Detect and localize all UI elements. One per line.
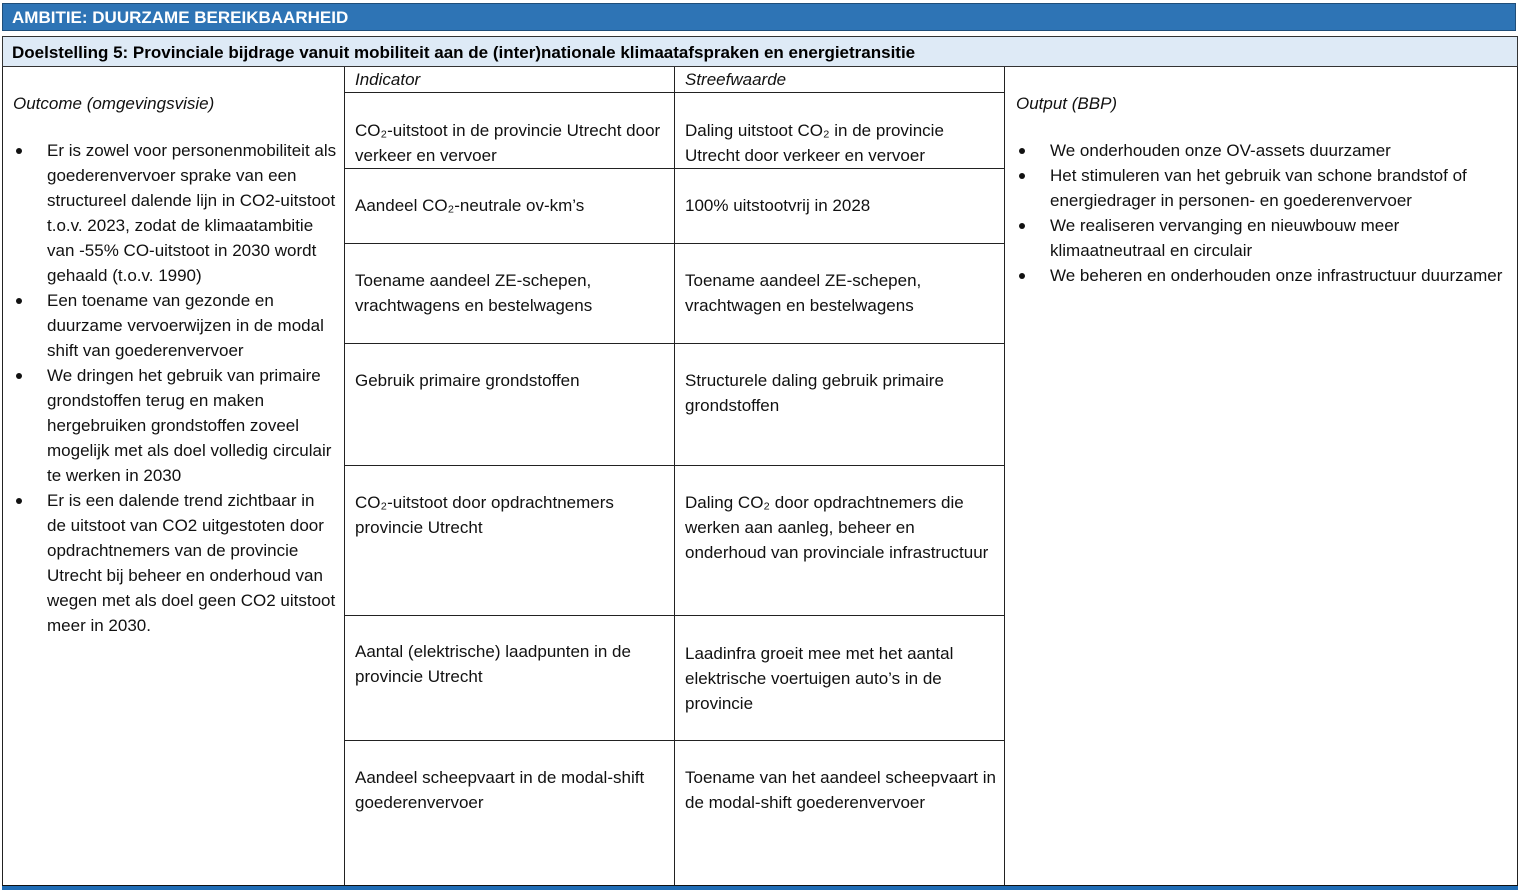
- streefwaarde-cell: Structurele daling gebruik primaire grondstoffen: [674, 343, 1004, 465]
- outcome-title: Outcome (omgevingsvisie): [13, 94, 215, 113]
- table-row: [344, 168, 1004, 244]
- table-row: [344, 343, 1004, 466]
- indicator-cell: CO₂-uitstoot in de provincie Utrecht door verkeer en vervoer: [344, 93, 674, 168]
- output-title: Output (BBP): [1016, 94, 1118, 113]
- bottom-border: [2, 885, 1518, 890]
- streefwaarde-cell: Toename van het aandeel scheepvaart in de modal-shift goederenvervoer: [674, 740, 1004, 886]
- indicator-cell: Gebruik primaire grondstoffen: [344, 343, 674, 465]
- indicator-cell: Aantal (elektrische) laadpunten in de provincie Utrecht: [344, 615, 674, 740]
- table-row: [344, 615, 1004, 741]
- indicator-header: Indicator: [344, 67, 674, 93]
- table-row: [344, 243, 1004, 344]
- list-item: Het stimuleren van het gebruik van schone brandstof of energiedrager in personen- en goederenvervoer: [1016, 163, 1509, 213]
- indicator-cell: Aandeel CO₂-neutrale ov-km’s: [344, 168, 674, 243]
- list-item: Een toename van gezonde en duurzame vervoerwijzen in de modal shift van goederenvervoer: [13, 288, 337, 363]
- indicator-cell: Toename aandeel ZE-schepen, vrachtwagens en bestelwagens: [344, 243, 674, 343]
- indicator-cell: Aandeel scheepvaart in de modal-shift goederenvervoer: [344, 740, 674, 886]
- table-row: [344, 740, 1004, 886]
- streefwaarde-cell: Laadinfra groeit mee met het aantal elektrische voertuigen auto’s in de provincie: [674, 615, 1004, 740]
- ambitie-header: AMBITIE: DUURZAME BEREIKBAARHEID: [2, 3, 1516, 31]
- streefwaarde-cell: Toename aandeel ZE-schepen, vrachtwagen en bestelwagens: [674, 243, 1004, 343]
- list-item: We onderhouden onze OV-assets duurzamer: [1016, 138, 1509, 163]
- doelstelling-header: Doelstelling 5: Provinciale bijdrage vanuit mobiliteit aan de (inter)nationale klimaatafspraken en energietransitie: [2, 36, 1518, 67]
- streefwaarde-cell: 100% uitstootvrij in 2028: [674, 168, 1004, 243]
- list-item: We dringen het gebruik van primaire grondstoffen terug en maken hergebruiken grondstoffen zoveel mogelijk met als doel volledig circulair te werken in 2030: [13, 363, 337, 488]
- output-list: [1016, 138, 1509, 288]
- output-cell: [1004, 67, 1518, 886]
- streefwaarde-header: Streefwaarde: [674, 67, 1004, 93]
- table-row: [344, 93, 1004, 169]
- streefwaarde-cell: Daling CO₂ door opdrachtnemers die werken aan aanleg, beheer en onderhoud van provinciale infrastructuur: [674, 465, 1004, 615]
- list-item: We beheren en onderhouden onze infrastructuur duurzamer: [1016, 263, 1509, 288]
- outcome-list: [13, 138, 337, 638]
- streefwaarde-cell: Daling uitstoot CO₂ in de provincie Utrecht door verkeer en vervoer: [674, 93, 1004, 168]
- list-item: We realiseren vervanging en nieuwbouw meer klimaatneutraal en circulair: [1016, 213, 1509, 263]
- indicator-cell: CO₂-uitstoot door opdrachtnemers provincie Utrecht: [344, 465, 674, 615]
- outcome-cell: [2, 67, 345, 886]
- table-row: [344, 465, 1004, 616]
- list-item: Er is een dalende trend zichtbaar in de uitstoot van CO2 uitgestoten door opdrachtnemers van de provincie Utrecht bij beheer en onderhoud van wegen met als doel geen CO2 uitstoot meer in 2030.: [13, 488, 337, 638]
- list-item: Er is zowel voor personenmobiliteit als goederenvervoer sprake van een structureel dalende lijn in CO2-uitstoot t.o.v. 2023, zodat de klimaatambitie van -55% CO-uitstoot in 2030 wordt gehaald (t.o.v. 1990): [13, 138, 337, 288]
